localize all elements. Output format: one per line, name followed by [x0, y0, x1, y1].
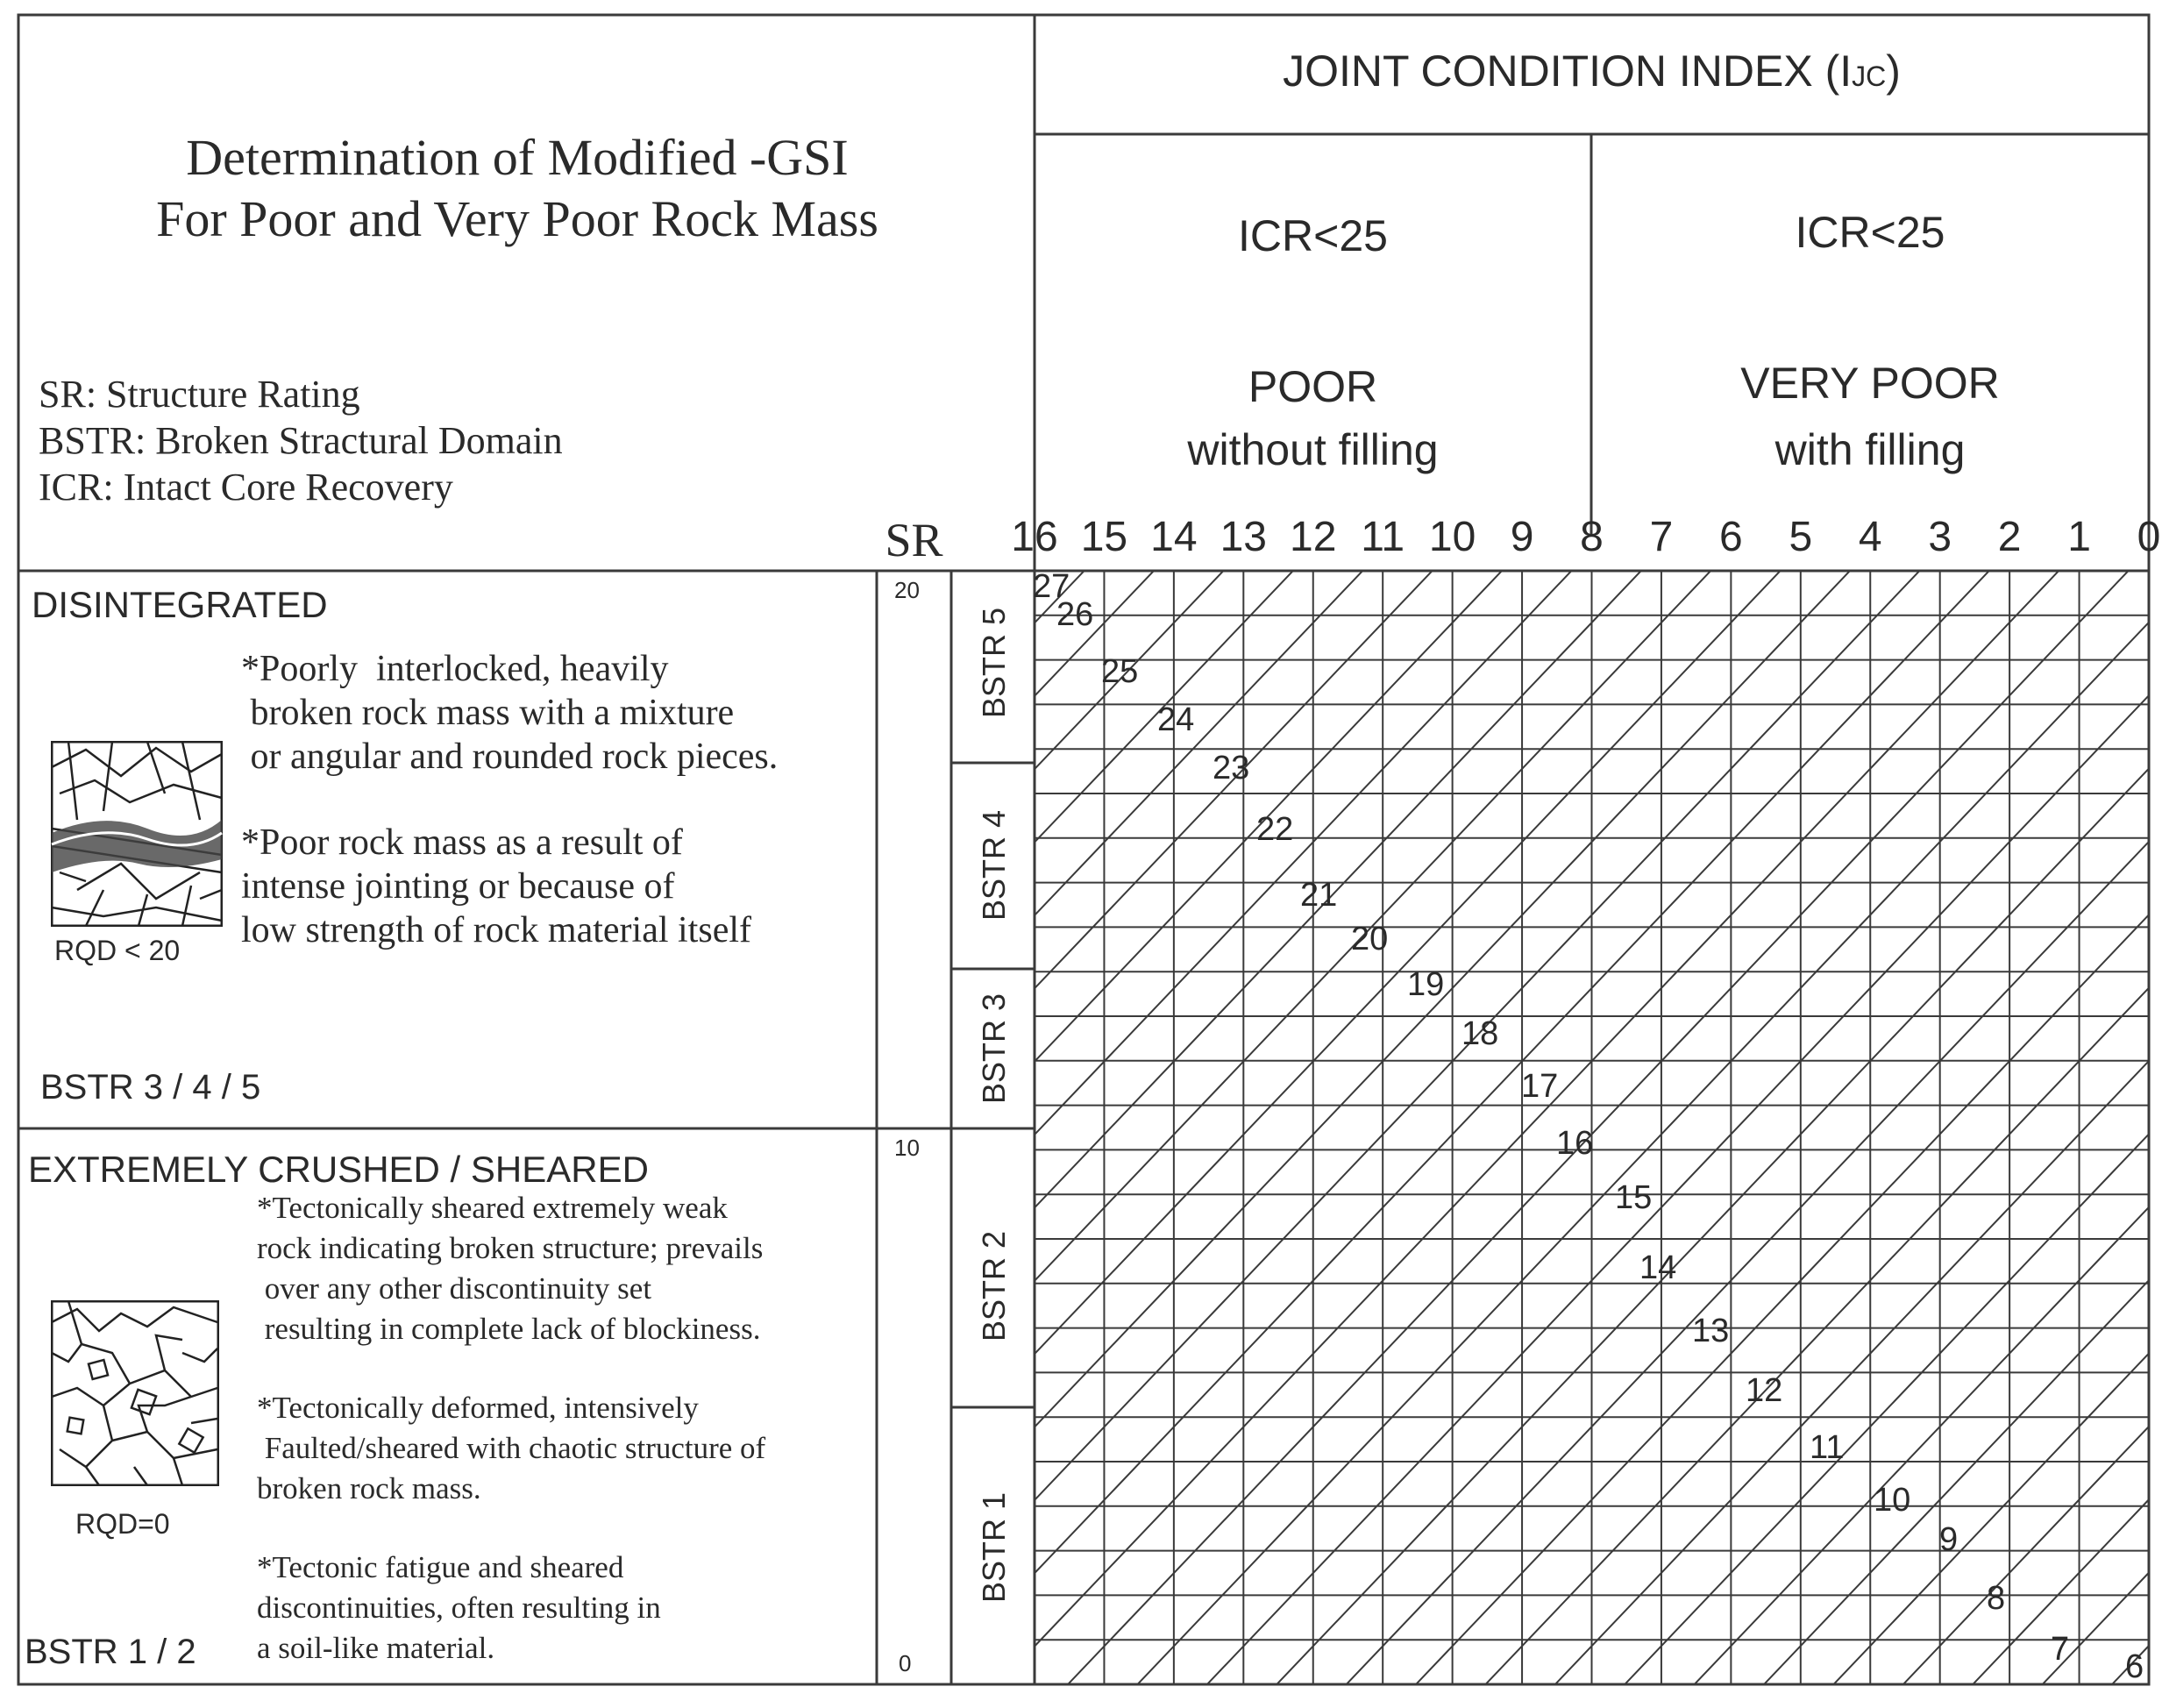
jc-tick-5: 5: [1789, 514, 1813, 560]
poor-icr: ICR<25: [1238, 211, 1388, 260]
gsi-diagonal-line: [756, 431, 1983, 1708]
gsi-label-19: 19: [1407, 966, 1445, 1003]
gsi-label-13: 13: [1692, 1313, 1730, 1349]
gsi-diagonal-line: [1870, 431, 2162, 1708]
gsi-diagonal-line: [2009, 431, 2162, 1708]
jc-tick-2: 2: [1997, 514, 2022, 560]
gsi-diagonal-line: [269, 431, 1497, 1708]
crushed-rqd: RQD=0: [75, 1508, 170, 1540]
disintegrated-bstr: BSTR 3 / 4 / 5: [40, 1068, 261, 1107]
sr-tick-10: 10: [894, 1135, 920, 1161]
crushed-desc-1: *Tectonically sheared extremely weak rock indicating broken structure; prevails over any other discontinuity set resulting in complete lack of blockiness.: [257, 1191, 764, 1346]
gsi-diagonal-line: [965, 431, 2162, 1708]
gsi-diagonal-line: [1174, 431, 2162, 1708]
gsi-label-16: 16: [1556, 1125, 1594, 1162]
jc-tick-13: 13: [1220, 514, 1267, 560]
jc-tick-15: 15: [1080, 514, 1128, 560]
gsi-diagonal-line: [1452, 431, 2162, 1708]
jci-title: [1035, 46, 2149, 96]
disintegrated-heading: DISINTEGRATED: [32, 584, 328, 625]
disintegrated-rqd: RQD < 20: [54, 935, 181, 966]
very-poor-rating: VERY POOR: [1740, 359, 2000, 408]
legend-icr: ICR: Intact Core Recovery: [39, 466, 453, 509]
crushed-heading: EXTREMELY CRUSHED / SHEARED: [28, 1149, 649, 1190]
gsi-label-6: 6: [2125, 1648, 2144, 1685]
very-poor-icr: ICR<25: [1795, 208, 1945, 257]
gsi-label-25: 25: [1101, 653, 1139, 690]
sr-tick-20: 20: [894, 577, 920, 603]
gsi-diagonal-line: [1661, 431, 2162, 1708]
jc-tick-14: 14: [1150, 514, 1198, 560]
jc-tick-6: 6: [1719, 514, 1743, 560]
gsi-diagonal-line: [1731, 431, 2162, 1708]
gsi-diagonal-line: [199, 431, 1426, 1708]
jc-tick-4: 4: [1858, 514, 1882, 560]
gsi-label-20: 20: [1351, 921, 1389, 957]
bstr-1-label: BSTR 1: [976, 1491, 1012, 1604]
jc-tick-9: 9: [1510, 514, 1534, 560]
gsi-label-9: 9: [1939, 1521, 1959, 1558]
gsi-diagonal-line: [1939, 431, 2162, 1708]
jc-tick-0: 0: [2137, 514, 2161, 560]
crushed-desc-2: *Tectonically deformed, intensively Faulted/sheared with chaotic structure of broken rock mass.: [257, 1391, 766, 1505]
poor-rating: POOR: [1248, 362, 1378, 411]
jc-tick-7: 7: [1649, 514, 1674, 560]
gsi-diagonal-line: [408, 431, 1635, 1708]
gsi-diagonal-line: [1104, 431, 2162, 1708]
poor-filling: without filling: [1187, 425, 1439, 474]
jci-subscript: JC: [1852, 60, 1887, 92]
disintegrated-texture-icon: [51, 741, 223, 927]
gsi-label-22: 22: [1256, 811, 1294, 848]
gsi-label-17: 17: [1521, 1068, 1559, 1105]
jc-tick-16: 16: [1011, 514, 1058, 560]
gsi-label-27: 27: [1033, 568, 1070, 605]
sr-tick-0: 0: [899, 1650, 912, 1676]
gsi-label-15: 15: [1615, 1179, 1653, 1216]
bstr-5-label: BSTR 5: [976, 607, 1012, 719]
very-poor-filling: with filling: [1774, 425, 1966, 474]
sr-axis-label: SR: [885, 514, 943, 566]
crushed-bstr: BSTR 1 / 2: [25, 1633, 196, 1671]
gsi-diagonal-line: [547, 431, 1774, 1708]
jci-close: ): [1886, 46, 1901, 96]
chart-title-line2: For Poor and Very Poor Rock Mass: [156, 190, 878, 247]
gsi-diagonal-line: [617, 431, 1845, 1708]
disintegrated-desc-1: *Poorly interlocked, heavily broken rock mass with a mixture or angular and rounded rock pieces.: [241, 649, 779, 777]
bstr-2-label: BSTR 2: [976, 1230, 1012, 1342]
bstr-4-label: BSTR 4: [976, 809, 1012, 922]
jc-tick-1: 1: [2067, 514, 2091, 560]
gsi-diagonal-line: [1243, 431, 2162, 1708]
disintegrated-desc-2: *Poor rock mass as a result of intense jointing or because of low strength of rock material itself: [241, 822, 751, 950]
jc-tick-3: 3: [1928, 514, 1952, 560]
chart-title-line1: Determination of Modified -GSI: [186, 129, 849, 186]
jc-tick-12: 12: [1290, 514, 1337, 560]
gsi-label-7: 7: [2051, 1631, 2070, 1668]
legend-sr: SR: Structure Rating: [39, 373, 360, 416]
gsi-label-10: 10: [1874, 1482, 1911, 1519]
gsi-diagonal-line: [1383, 431, 2162, 1708]
gsi-label-11: 11: [1810, 1429, 1845, 1466]
gsi-label-8: 8: [1987, 1580, 2006, 1617]
crushed-desc-3: *Tectonic fatigue and sheared discontinuities, often resulting in a soil-like material.: [257, 1550, 661, 1665]
gsi-label-23: 23: [1213, 750, 1250, 786]
gsi-label-18: 18: [1461, 1015, 1499, 1052]
gsi-label-14: 14: [1639, 1249, 1677, 1286]
gsi-label-21: 21: [1300, 877, 1338, 914]
gsi-diagonal-line: [686, 431, 1914, 1708]
legend-bstr: BSTR: Broken Stractural Domain: [39, 419, 563, 462]
jci-title-text: JOINT CONDITION INDEX (I: [1283, 46, 1853, 96]
gsi-label-12: 12: [1746, 1372, 1783, 1409]
jc-tick-8: 8: [1580, 514, 1604, 560]
jc-tick-11: 11: [1361, 514, 1405, 560]
gsi-label-24: 24: [1157, 701, 1195, 738]
gsi-diagonal-line: [2148, 431, 2162, 1708]
gsi-diagonal-line: [1522, 431, 2162, 1708]
gsi-diagonal-line: [1313, 431, 2162, 1708]
jc-tick-10: 10: [1428, 514, 1476, 560]
bstr-3-label: BSTR 3: [976, 993, 1012, 1105]
gsi-label-26: 26: [1056, 596, 1094, 633]
crushed-texture-icon: [51, 1300, 219, 1486]
